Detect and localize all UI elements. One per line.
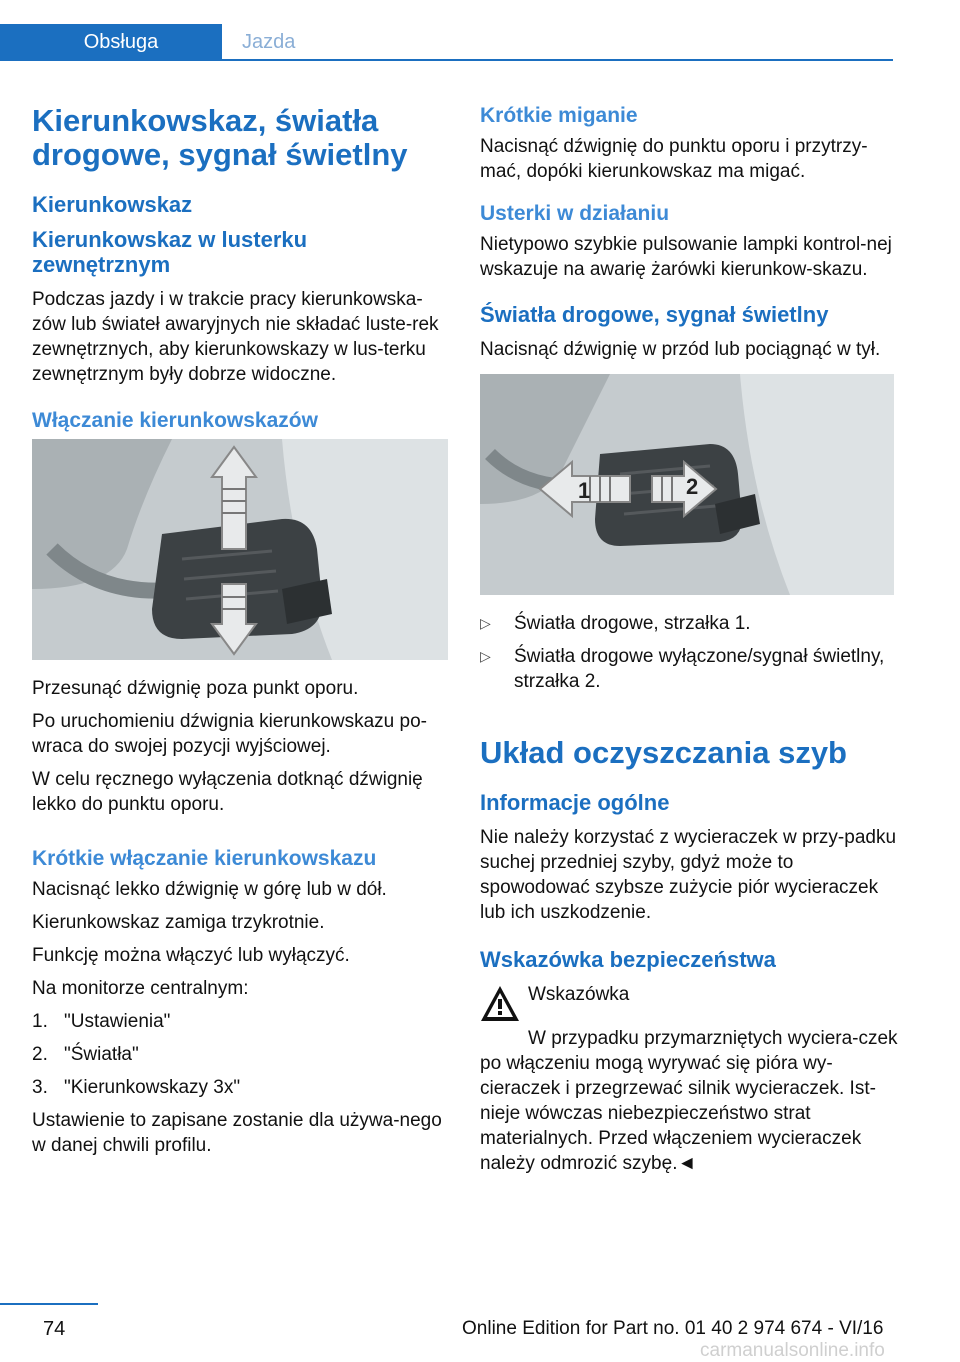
paragraph-blinks-three: Kierunkowskaz zamiga trzykrotnie. <box>32 912 325 933</box>
list-item: ▷ Światła drogowe, strzałka 1. <box>480 613 751 634</box>
tab-obsluga[interactable]: Obsługa <box>0 24 222 60</box>
warning-title: Wskazówka <box>528 984 630 1005</box>
right-column <box>480 104 898 1184</box>
high-beam-lever-image <box>480 374 894 595</box>
tab-jazda[interactable]: Jazda <box>242 31 296 53</box>
triangle-right-icon: ▷ <box>480 615 491 631</box>
paragraph-press-lightly: Nacisnąć lekko dźwignię w górę lub w dół. <box>32 879 387 900</box>
paragraph-lever-returns: Po uruchomieniu dźwignia kierunkowskazu po‐wraca do swojej pozycji wyjściowej. <box>32 711 427 757</box>
heading-high-beam: Światła drogowe, sygnał świetlny <box>480 302 829 327</box>
heading-mirror-signal: Kierunkowskaz w lusterku zewnętrznym <box>32 227 308 277</box>
settings-steps <box>32 1009 450 1100</box>
triangle-right-icon: ▷ <box>480 648 491 664</box>
warning-block <box>480 982 898 1024</box>
heading-general-info: Informacje ogólne <box>480 790 670 815</box>
arrow-label-1: 1 <box>578 478 591 503</box>
paragraph-malfunction: Nietypowo szybkie pulsowanie lampki kontrol‐nej wskazuje na awarię żarówki kierunkow‐skazu. <box>480 234 892 280</box>
turn-signal-lever-image <box>32 439 448 660</box>
paragraph-general-info: Nie należy korzystać z wycieraczek w przy‐padku suchej przedniej szyby, gdyż może to spowodować szybsze zużycie piór wycieraczek lub ich uszkodzenie. <box>480 827 897 923</box>
paragraph-high-beam: Nacisnąć dźwignię w przód lub pociągnąć w tył. <box>480 339 881 360</box>
paragraph-push-lever: Przesunąć dźwignię poza punkt oporu. <box>32 678 359 699</box>
high-beam-list <box>480 611 898 694</box>
heading-short-blink: Krótkie miganie <box>480 104 638 127</box>
heading-safety-note: Wskazówka bezpieczeństwa <box>480 947 776 972</box>
heading-short-switching: Krótkie włączanie kierunkowskazu <box>32 847 377 870</box>
section-tabs <box>0 0 960 62</box>
heading-malfunction: Usterki w działaniu <box>480 202 670 225</box>
list-item: 2. "Światła" <box>32 1044 139 1065</box>
paragraph-short-blink: Nacisnąć dźwignię do punktu oporu i przytrzy‐mać, dopóki kierunkowskaz ma migać. <box>480 136 868 182</box>
section-title-wipers: Układ oczyszczania szyb <box>480 735 847 770</box>
paragraph-manual-off: W celu ręcznego wyłączenia dotknąć dźwignię lekko do punktu oporu. <box>32 769 423 815</box>
left-column <box>32 104 450 1166</box>
paragraph-mirror: Podczas jazdy i w trakcie pracy kierunkowska‐zów lub świateł awaryjnych nie składać luste‐rek zewnętrznych, aby kierunkowskazy w lus‐terku zewnętrznym były dobrze widoczne. <box>32 289 439 385</box>
tab-divider <box>0 59 893 61</box>
paragraph-toggle-function: Funkcję można włączyć lub wyłączyć. <box>32 945 350 966</box>
footer-divider <box>0 1303 98 1305</box>
list-item: ▷ Światła drogowe wyłączone/sygnał świetlny, strzałka 2. <box>480 646 885 692</box>
warning-text: W przypadku przymarzniętych wyciera‐czek po włączeniu mogą wyrywać się pióra wy‐cieraczek i przegrzewać silnik wycieraczek. Ist‐nieje wówczas niebezpieczeństwo strat materialnych. Przed włączeniem wycieraczek należy odmrozić szybę.◄ <box>480 1028 898 1174</box>
heading-turn-signal: Kierunkowskaz <box>32 192 193 217</box>
page-number: 74 <box>43 1318 66 1340</box>
heading-switching-on: Włączanie kierunkowskazów <box>32 409 318 432</box>
list-item: 3. "Kierunkowskazy 3x" <box>32 1077 241 1098</box>
edition-note: Online Edition for Part no. 01 40 2 974 674 - VI/16 <box>462 1318 884 1339</box>
paragraph-central-monitor: Na monitorze centralnym: <box>32 978 249 999</box>
list-item: 1. "Ustawienia" <box>32 1011 171 1032</box>
watermark: carmanualsonline.info <box>700 1340 885 1361</box>
arrow-label-2: 2 <box>686 474 699 499</box>
warning-triangle-icon <box>480 984 520 1024</box>
section-title: Kierunkowskaz, światła drogowe, sygnał świetlny <box>32 103 408 172</box>
paragraph-profile-saved: Ustawienie to zapisane zostanie dla używa‐nego w danej chwili profilu. <box>32 1110 442 1156</box>
